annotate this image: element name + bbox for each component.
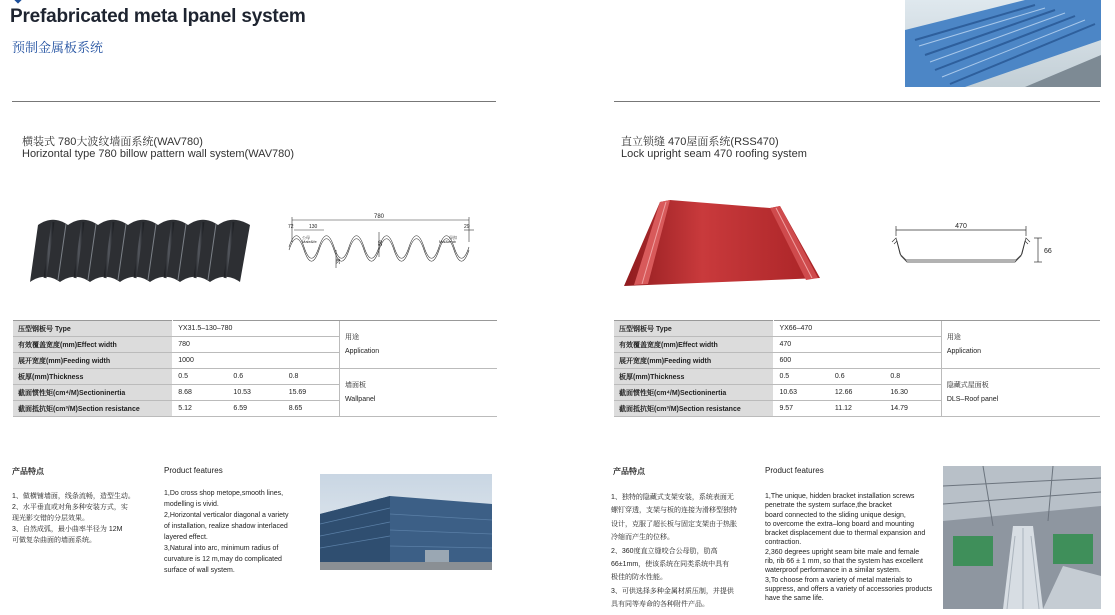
right-features-en-title: Product features	[765, 466, 824, 475]
table-row	[614, 369, 1100, 385]
list-item: 1,The unique, hidden bracket installation screws	[765, 493, 915, 500]
right-features-en	[765, 492, 940, 604]
left-divider	[12, 101, 496, 102]
roof-profile-drawing	[888, 218, 1058, 268]
application-en: Application	[946, 347, 982, 355]
list-item: suppress, and offers a variety of accessories products	[765, 585, 933, 593]
row-label: 有效覆盖宽度(mm)Effect width	[13, 337, 173, 353]
building-photo	[320, 474, 492, 570]
list-item: 3,Natural into arc, minimum radius of	[164, 545, 279, 552]
row-value: 14.79	[885, 401, 941, 417]
row-value: 11.12	[830, 401, 885, 417]
table-row	[13, 369, 497, 385]
row-value: 600	[774, 353, 941, 369]
table-row	[614, 321, 1100, 337]
list-item: layered effect.	[164, 534, 208, 541]
row-label: 截面惯性矩(cm⁴/M)Sectioninertia	[13, 385, 173, 401]
factory-photo	[943, 466, 1101, 609]
list-item: 极佳的防水性能。	[611, 574, 667, 582]
list-item: of installation, realize shadow interlaced	[164, 523, 288, 530]
note-left-en: Male&fe	[302, 239, 317, 244]
right-features-cn-title: 产品特点	[613, 467, 645, 476]
left-features-en	[164, 488, 309, 576]
left-heading-en: Horizontal type 780 billow pattern wall system(WAV780)	[22, 148, 295, 160]
row-value: 0.6	[830, 369, 885, 385]
row-value: 10.53	[228, 385, 283, 401]
row-label: 截面抵抗矩(cm³/M)Section resistance	[614, 401, 774, 417]
row-value: 16.30	[885, 385, 941, 401]
application-cn: 用途	[946, 333, 961, 341]
list-item: 1、独特的隐藏式支架安装，系统表面无	[611, 494, 734, 501]
dim-72: 72	[288, 224, 294, 230]
row-value: 0.6	[228, 369, 283, 385]
list-item: have the same life.	[765, 595, 824, 603]
right-heading-cn: 直立锁缝 470屋面系统(RSS470)	[621, 136, 779, 148]
list-item: 冷缩而产生的位移。	[611, 534, 674, 542]
dim-29: 29	[464, 224, 470, 230]
list-item: contraction.	[765, 539, 802, 547]
list-item: 2、360度直立缝咬合公母肋，肋高	[611, 547, 718, 555]
left-heading-cn: 横装式 780大波纹墙面系统(WAV780)	[22, 136, 203, 148]
list-item: 3,To choose from a variety of metal materials to	[765, 576, 913, 584]
row-value: 12.66	[830, 385, 885, 401]
list-item: 现光影交错的分层效果。	[12, 515, 89, 522]
list-item: rib, rib 66 ± 1 mm, so that the system has excellent	[765, 558, 923, 566]
row-label: 截面惯性矩(cm⁴/M)Sectioninertia	[614, 385, 774, 401]
list-item: 2、水平垂直或对角多种安装方式，实	[12, 504, 128, 511]
list-item: 可做复杂曲面的墙面系统。	[12, 537, 96, 544]
application-en: Application	[344, 347, 380, 355]
row-value: YX31.5–130–780	[173, 321, 340, 337]
row-label: 板厚(mm)Thickness	[614, 369, 774, 385]
dim-66: 66	[1044, 248, 1052, 255]
dim-130: 130	[309, 224, 318, 230]
row-value: 1000	[173, 353, 340, 369]
right-divider	[614, 101, 1100, 102]
use-en: Wallpanel	[344, 395, 376, 403]
list-item: modelling is vivid.	[164, 501, 219, 508]
row-value: 5.12	[173, 401, 229, 417]
row-value: 8.65	[284, 401, 340, 417]
row-value: 0.8	[284, 369, 340, 385]
use-cell	[339, 369, 497, 417]
list-item: 设计，克服了超长板与固定支架由于热胀	[611, 520, 737, 528]
dim-total: 780	[373, 214, 385, 220]
row-value: 15.69	[284, 385, 340, 401]
roof-panel-image	[620, 198, 826, 290]
dim-v2: 30	[378, 240, 384, 246]
list-item: 具有同等寿命的各种附件产品。	[611, 601, 709, 609]
list-item: 2,360 degrees upright seam bite male and female	[765, 548, 920, 556]
list-item: 1,Do cross shop metope,smooth lines,	[164, 490, 284, 497]
right-heading-en: Lock upright seam 470 roofing system	[621, 148, 807, 160]
list-item: bracket displacement due to thermal expansion and	[765, 530, 926, 538]
right-features-cn	[611, 491, 761, 612]
dim-470: 470	[955, 223, 967, 230]
list-item: 螺钉穿透，支架与板的连接为滑移型独特	[611, 507, 737, 515]
row-value: 6.59	[228, 401, 283, 417]
left-features-cn	[12, 491, 162, 546]
list-item: board connected to the sliding unique design,	[765, 511, 906, 519]
list-item: 2,Horizontal verticalor diagonal a variety	[164, 512, 289, 519]
roof-panels-photo	[905, 0, 1101, 87]
list-item: 3、可供选择多种金属材质压制，并提供	[611, 587, 734, 595]
row-value: 780	[173, 337, 340, 353]
application-cell	[339, 321, 497, 369]
list-item: 1、做横铺墙面，线条流畅，造型生动。	[12, 493, 135, 500]
left-features-cn-title: 产品特点	[12, 467, 44, 476]
row-label: 展开宽度(mm)Feeding width	[614, 353, 774, 369]
list-item: penetrate the system surface,the bracket	[765, 502, 892, 510]
row-value: 0.8	[885, 369, 941, 385]
wave-panel-image	[28, 210, 258, 290]
use-cell	[941, 369, 1100, 417]
page-subtitle: 预制金属板系统	[12, 40, 104, 55]
row-value: YX66–470	[774, 321, 941, 337]
application-cell	[941, 321, 1100, 369]
list-item: 3、自然成弧，最小曲率半径为 12M	[12, 526, 123, 533]
row-label: 压型钢板号 Type	[13, 321, 173, 337]
row-value: 10.63	[774, 385, 830, 401]
row-value: 0.5	[774, 369, 830, 385]
wave-profile-drawing	[284, 212, 494, 274]
table-row	[13, 321, 497, 337]
application-cn: 用途	[344, 333, 359, 341]
row-value: 0.5	[173, 369, 229, 385]
row-value: 8.68	[173, 385, 229, 401]
row-label: 板厚(mm)Thickness	[13, 369, 173, 385]
left-spec-table	[13, 320, 497, 417]
use-en: DLS–Roof panel	[946, 395, 999, 403]
header-diamond-icon	[12, 0, 23, 4]
list-item: surface of wall system.	[164, 567, 235, 574]
list-item: waterproof performance in a similar system.	[765, 567, 901, 575]
note-right-en: Mal&emb	[439, 239, 456, 244]
row-label: 压型钢板号 Type	[614, 321, 774, 337]
use-cn: 墙面板	[344, 381, 366, 389]
page-title: Prefabricated meta lpanel system	[10, 6, 306, 27]
note-left-cn: 公母	[302, 235, 310, 240]
note-right-cn: 母扣	[449, 235, 457, 240]
list-item: 66±1mm，使该系统在同类系统中具有	[611, 561, 730, 569]
row-value: 470	[774, 337, 941, 353]
use-cn: 隐藏式屋面板	[946, 381, 989, 389]
row-label: 展开宽度(mm)Feeding width	[13, 353, 173, 369]
list-item: curvature is 12 m,may do complicated	[164, 556, 282, 563]
left-features-en-title: Product features	[164, 466, 223, 475]
right-spec-table	[614, 320, 1100, 417]
dim-v1: 38	[336, 258, 342, 264]
list-item: to overcome the extra–long board and mounting	[765, 520, 915, 528]
row-label: 截面抵抗矩(cm³/M)Section resistance	[13, 401, 173, 417]
row-label: 有效覆盖宽度(mm)Effect width	[614, 337, 774, 353]
row-value: 9.57	[774, 401, 830, 417]
